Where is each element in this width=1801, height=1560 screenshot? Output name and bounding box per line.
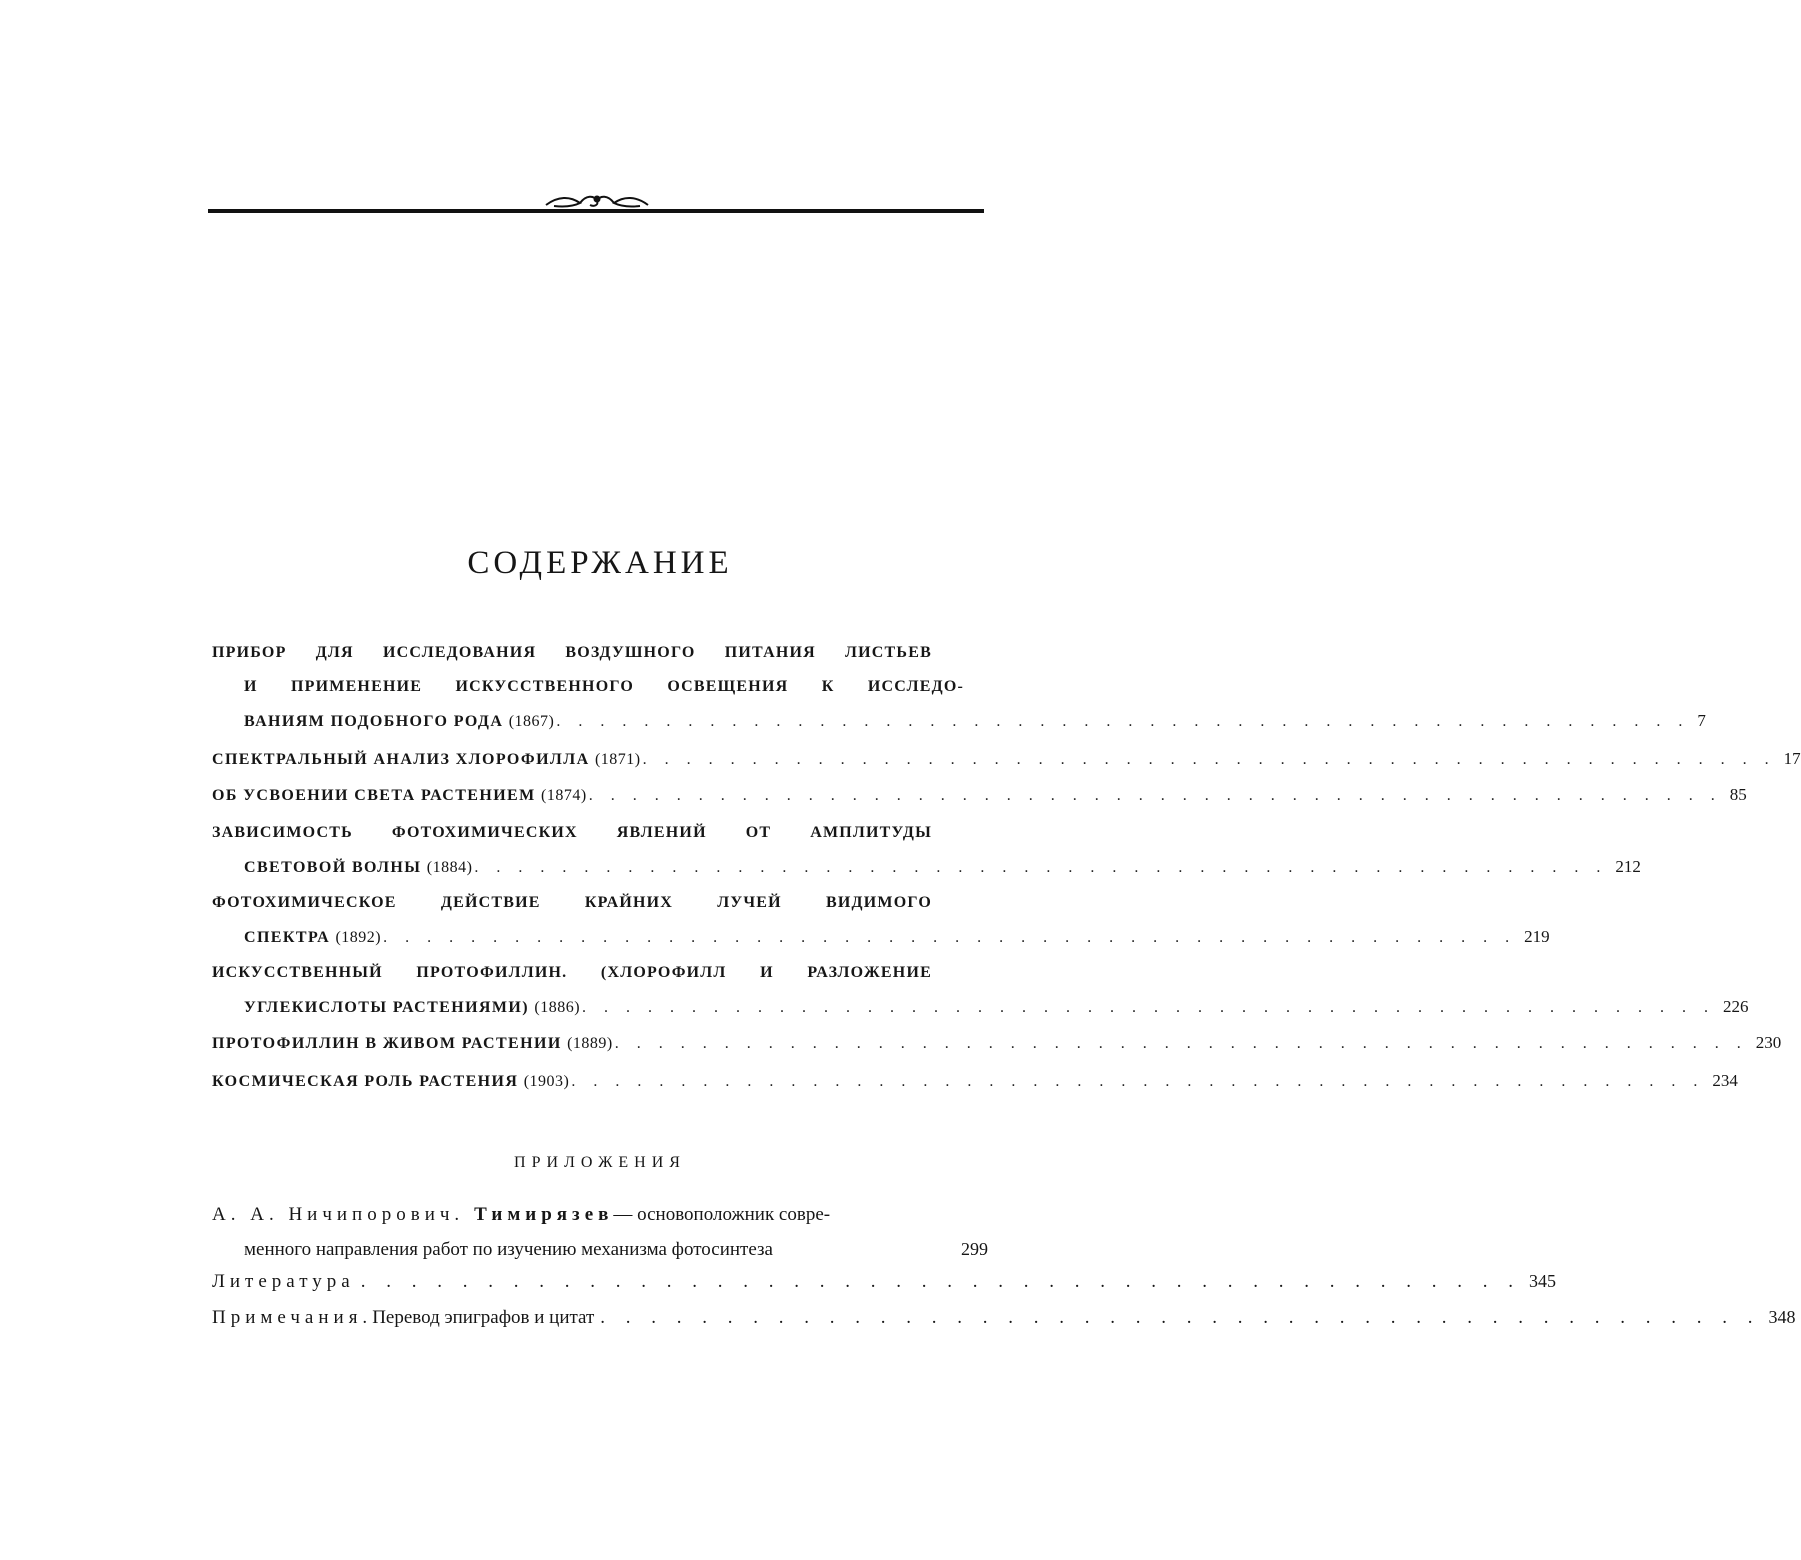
toc-entry: [212, 886, 1550, 954]
toc-entry-line: [212, 670, 964, 704]
toc-word: ПИТАНИЯ: [724, 644, 816, 661]
toc-word: ИСКУССТВЕННЫЙ: [212, 964, 383, 981]
leader-dots: . . . . . . . . . . . . . . . . . . . . . . . . . . . . . . . . . . . . . . . . . . . . . .: [360, 1271, 1521, 1292]
toc-word: РАЗЛОЖЕНИЕ: [807, 964, 932, 981]
appendix-entry-1-line-2: [212, 1232, 988, 1266]
leader-dots: . . . . . . . . . . . . . . . . . . . . . . . . . . . . . . . . . . . . . . . . . . . . . . . . . . . .: [571, 1073, 1705, 1090]
appendix-entry-3-line: [212, 1300, 1796, 1334]
toc-word: ПРИМЕНЕНИЕ: [291, 678, 423, 695]
appendix-heading: ПРИЛОЖЕНИЯ: [514, 1154, 686, 1171]
leader-dots: . . . . . . . . . . . . . . . . . . . . . . . . . . . . . . . . . . . . . . . . . . . . . . . . . . . .: [642, 751, 1776, 768]
toc-word: ЗАВИСИМОСТЬ: [212, 824, 353, 841]
toc-word: К: [821, 678, 835, 695]
leader-dots: . . . . . . . . . . . . . . . . . . . . . . . . . . . . . . . . . . . . . . . . . . . . . .: [600, 1307, 1761, 1328]
toc-entry-last-line: [212, 920, 1550, 954]
toc-entry-last-line: [212, 704, 1706, 738]
toc-entry-last-line: [212, 778, 1747, 812]
toc-word: ИССЛЕДОВАНИЯ: [382, 644, 537, 661]
toc-word: АМПЛИТУДЫ: [810, 824, 932, 841]
toc-entry-year: (1874): [541, 787, 587, 804]
toc-entry-line: [212, 886, 932, 920]
toc-entry: [212, 742, 1801, 776]
toc-word: ДЛЯ: [315, 644, 354, 661]
toc-entry-year: (1886): [534, 999, 581, 1016]
toc-word: ДЕЙСТВИЕ: [440, 894, 541, 911]
toc-word: ВИДИМОГО: [826, 894, 932, 911]
toc-entry-title: ВАНИЯМ ПОДОБНОГО РОДА (1867): [244, 713, 555, 730]
toc-entry-line: [212, 816, 932, 850]
appendix-entry-2-line: [212, 1264, 1556, 1298]
toc-entry-year: (1892): [335, 929, 382, 946]
toc-entry: [212, 636, 1706, 738]
toc-word: ПРОТОФИЛЛИН.: [416, 964, 568, 981]
toc-word: (ХЛОРОФИЛЛ: [600, 964, 727, 981]
leader-dots: . . . . . . . . . . . . . . . . . . . . . . . . . . . . . . . . . . . . . . . . . . . . . . . . . . . .: [582, 999, 1716, 1016]
toc-entry: [212, 816, 1641, 884]
toc-word: ОТ: [745, 824, 772, 841]
toc-entry-title: КОСМИЧЕСКАЯ РОЛЬ РАСТЕНИЯ (1903): [212, 1073, 570, 1090]
toc-entry-year: (1884): [426, 859, 473, 876]
toc-word: ИСКУССТВЕННОГО: [455, 678, 634, 695]
toc-word: ЛИСТЬЕВ: [845, 644, 932, 661]
toc-word: ВОЗДУШНОГО: [565, 644, 696, 661]
toc-word: ФОТОХИМИЧЕСКИХ: [391, 824, 578, 841]
toc-entry-title: УГЛЕКИСЛОТЫ РАСТЕНИЯМИ) (1886): [244, 999, 581, 1016]
toc-word: ФОТОХИМИЧЕСКОЕ: [212, 894, 397, 911]
toc-word: ОСВЕЩЕНИЯ: [667, 678, 789, 695]
toc-entry-year: (1889): [567, 1035, 613, 1052]
appendix-entry-1: [212, 1198, 988, 1266]
toc-entry-title: СВЕТОВОЙ ВОЛНЫ (1884): [244, 859, 473, 876]
page-number: 345: [1528, 1271, 1556, 1291]
page-title: СОДЕРЖАНИЕ: [467, 545, 733, 581]
leader-dots: . . . . . . . . . . . . . . . . . . . . . . . . . . . . . . . . . . . . . . . . . . . . . . . . . . . .: [588, 787, 1722, 804]
toc-entry-year: (1871): [594, 751, 641, 768]
page-number: 234: [1712, 1071, 1738, 1090]
page-number: 219: [1524, 927, 1550, 946]
toc-word: КРАЙНИХ: [584, 894, 674, 911]
toc-word: ИССЛЕДО-: [867, 678, 964, 695]
toc-entry-title: СПЕКТРАЛЬНЫЙ АНАЛИЗ ХЛОРОФИЛЛА (1871): [212, 751, 641, 768]
toc-entry-last-line: [212, 850, 1641, 884]
toc-entry: [212, 1026, 1782, 1060]
toc-entry-title: ОБ УСВОЕНИИ СВЕТА РАСТЕНИЕМ (1874): [212, 787, 587, 804]
appendix-title-rest: — основоположник совре-: [613, 1204, 831, 1225]
toc-entry-line: [212, 956, 932, 990]
toc-entry-last-line: [212, 1064, 1738, 1098]
toc-word: ПРИБОР: [212, 644, 287, 661]
toc-entry: [212, 778, 1747, 812]
toc-entry-line: [212, 636, 932, 670]
appendix-author: А. А. Ничипорович.: [212, 1204, 465, 1225]
toc-entry-year: (1867): [508, 713, 555, 730]
page-number: 226: [1723, 997, 1749, 1016]
appendix-label-literature: Литература: [212, 1271, 355, 1292]
appendix-label-rest: Перевод эпиграфов и цитат: [372, 1307, 595, 1328]
ornamental-rule: [208, 190, 984, 220]
leader-dots: . . . . . . . . . . . . . . . . . . . . . . . . . . . . . . . . . . . . . . . . . . . . . . . . . . . .: [474, 859, 1608, 876]
toc-entry-title: ПРОТОФИЛЛИН В ЖИВОМ РАСТЕНИИ (1889): [212, 1035, 613, 1052]
appendix-entry-2: [212, 1264, 1556, 1298]
leader-dots: . . . . . . . . . . . . . . . . . . . . . . . . . . . . . . . . . . . . . . . . . . . . . . . . . . . .: [556, 713, 1690, 730]
page-number: 17: [1783, 749, 1801, 768]
toc-entry-last-line: [212, 742, 1801, 776]
page-number: 7: [1697, 711, 1706, 730]
toc-word: И: [244, 678, 258, 695]
appendix-entry-1-continuation: менного направления работ по изучению механизма фотосинтеза: [244, 1239, 773, 1260]
toc-entry-last-line: [212, 990, 1749, 1024]
appendix-title-spaced: Тимирязев: [474, 1204, 614, 1225]
leader-dots: . . . . . . . . . . . . . . . . . . . . . . . . . . . . . . . . . . . . . . . . . . . . . . . . . . . .: [383, 929, 1517, 946]
toc-entry-last-line: [212, 1026, 1782, 1060]
toc-entry: [212, 956, 1749, 1024]
toc-entry-year: (1903): [523, 1073, 570, 1090]
page-number: 299: [961, 1239, 988, 1259]
toc-entry: [212, 1064, 1738, 1098]
page-number: 348: [1768, 1307, 1796, 1327]
appendix-label-notes: Примечания.: [212, 1307, 373, 1328]
toc-word: И: [760, 964, 774, 981]
page-number: 85: [1729, 785, 1747, 804]
toc-word: ЛУЧЕЙ: [717, 894, 782, 911]
toc-word: ЯВЛЕНИЙ: [616, 824, 707, 841]
page-number: 212: [1615, 857, 1641, 876]
appendix-entry-1-line-1: [212, 1198, 988, 1232]
page-number: 230: [1755, 1033, 1782, 1052]
leader-dots: . . . . . . . . . . . . . . . . . . . . . . . . . . . . . . . . . . . . . . . . . . . . . . . . . . . .: [614, 1035, 1748, 1052]
appendix-entry-3: [212, 1300, 1796, 1334]
toc-entry-title: СПЕКТРА (1892): [244, 929, 382, 946]
